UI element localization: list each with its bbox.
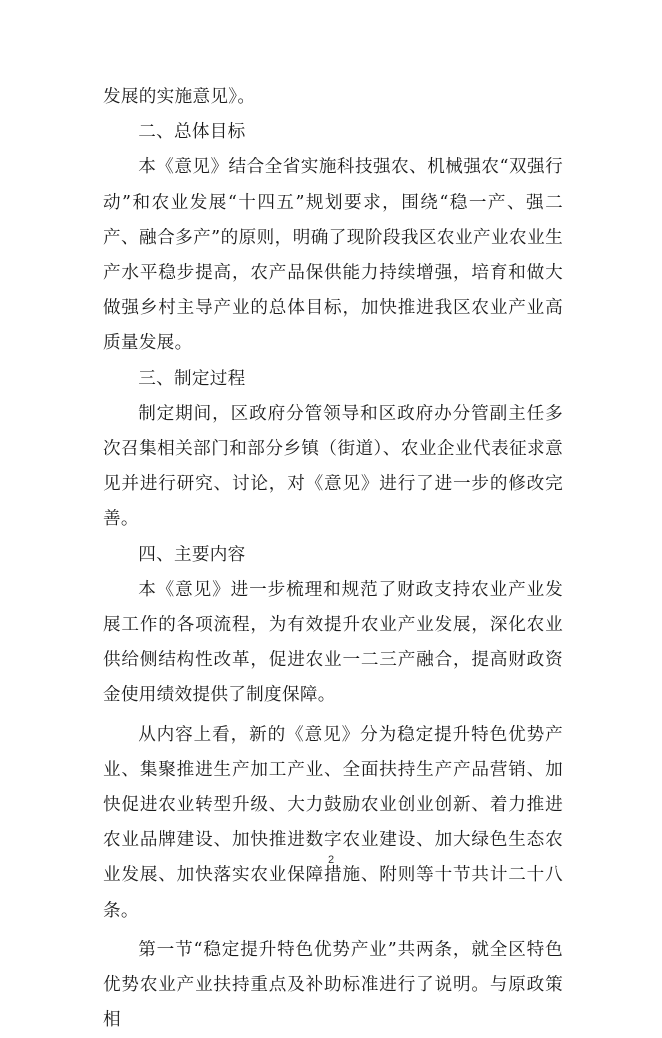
paragraph-section-one: 第一节“稳定提升特色优势产业”共两条，就全区特色优势农业产业扶持重点及补助标准进行了说明。与原政策相 <box>103 939 563 1031</box>
page-number: 2 <box>327 854 335 866</box>
section-heading-overall-goals: 二、总体目标 <box>138 122 246 143</box>
section-heading-main-content: 四、主要内容 <box>138 544 246 565</box>
paragraph-continuation: 发展的实施意见》。 <box>103 87 256 107</box>
paragraph-main-content-structure: 从内容上看，新的《意见》分为稳定提升特色优势产业、集聚推进生产加工产业、全面扶持生产产品营销、加快促进农业转型升级、大力鼓励农业创业创新、着力推进农业品牌建设、加快推进数字农业建设、加大绿色生态农业发展、加快落实农业保障措施、附则等十节共计二十八条。 <box>103 724 563 921</box>
section-heading-drafting-process: 三、制定过程 <box>138 368 246 389</box>
paragraph-main-content-intro: 本《意见》进一步梳理和规范了财政支持农业产业发展工作的各项流程，为有效提升农业产业发展，深化农业供给侧结构性改革，促进农业一二三产融合，提高财政资金使用绩效提供了制度保障。 <box>103 579 563 706</box>
document-body <box>103 80 563 1038</box>
paragraph-drafting-process: 制定期间，区政府分管领导和区政府办分管副主任多次召集相关部门和部分乡镇（街道）、农业企业代表征求意见并进行研究、讨论，对《意见》进行了进一步的修改完善。 <box>103 403 563 530</box>
paragraph-overall-goals: 本《意见》结合全省实施科技强农、机械强农“双强行动”和农业发展“十四五”规划要求，围绕“稳一产、强二产、融合多产”的原则，明确了现阶段我区农业产业农业生产水平稳步提高，农产品保供能力持续增强，培育和做大做强乡村主导产业的总体目标，加快推进我区农业产业高质量发展。 <box>103 157 563 354</box>
